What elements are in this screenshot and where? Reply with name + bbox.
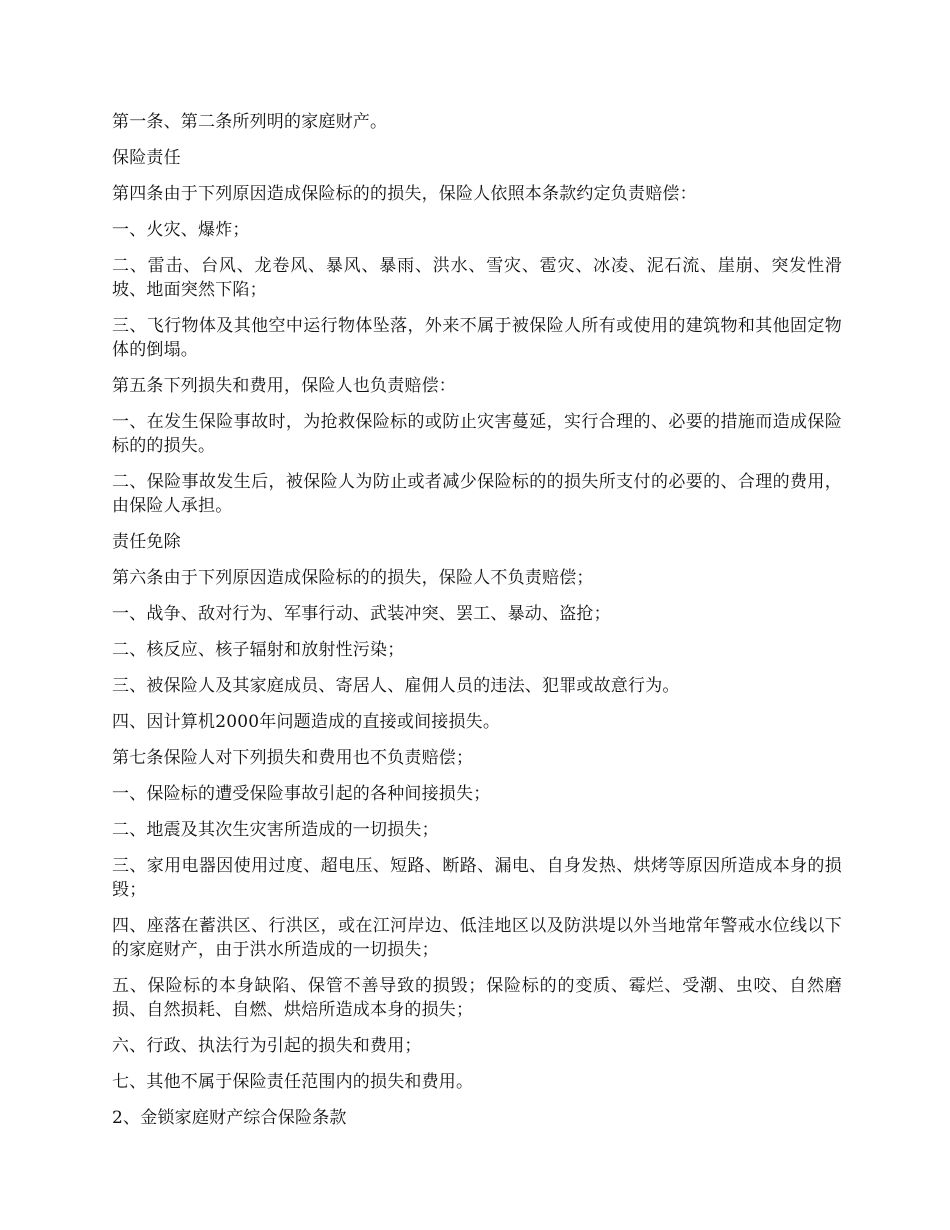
- list-item-article-7-4: 四、座落在蓄洪区、行洪区，或在江河岸边、低洼地区以及防洪堤以外当地常年警戒水位线以下的家庭财产，由于洪水所造成的一切损失；: [112, 916, 842, 960]
- paragraph-article-7: 第七条保险人对下列损失和费用也不负责赔偿；: [112, 748, 474, 768]
- paragraph-article-5: 第五条下列损失和费用，保险人也负责赔偿：: [112, 376, 456, 396]
- list-item-article-7-3: 三、家用电器因使用过度、超电压、短路、断路、漏电、自身发热、烘烤等原因所造成本身的损毁；: [112, 856, 842, 900]
- list-item-article-7-5: 五、保险标的本身缺陷、保管不善导致的损毁；保险标的的变质、霉烂、受潮、虫咬、自然磨损、自然损耗、自燃、烘焙所造成本身的损失；: [112, 976, 842, 1020]
- list-item-article-6-2: 二、核反应、核子辐射和放射性污染；: [112, 640, 405, 660]
- list-item-article-4-3: 三、飞行物体及其他空中运行物体坠落，外来不属于被保险人所有或使用的建筑物和其他固定物体的倒塌。: [112, 316, 842, 360]
- section-title-golden-lock: 2、金锁家庭财产综合保险条款: [112, 1108, 347, 1128]
- heading-exclusions: 责任免除: [112, 532, 181, 552]
- paragraph-article-6: 第六条由于下列原因造成保险标的的损失，保险人不负责赔偿；: [112, 568, 594, 588]
- paragraph-article-4: 第四条由于下列原因造成保险标的的损失，保险人依照本条款约定负责赔偿：: [112, 184, 697, 204]
- heading-insurance-liability: 保险责任: [112, 148, 181, 168]
- list-item-article-5-1: 一、在发生保险事故时，为抢救保险标的或防止灾害蔓延，实行合理的、必要的措施而造成保险标的的损失。: [112, 412, 842, 456]
- list-item-article-7-1: 一、保险标的遭受保险事故引起的各种间接损失；: [112, 784, 491, 804]
- list-item-article-6-4: 四、因计算机2000年问题造成的直接或间接损失。: [112, 712, 501, 732]
- list-item-article-6-1: 一、战争、敌对行为、军事行动、武装冲突、罢工、暴动、盗抢；: [112, 604, 611, 624]
- list-item-article-7-7: 七、其他不属于保险责任范围内的损失和费用。: [112, 1072, 474, 1092]
- list-item-article-7-6: 六、行政、执法行为引起的损失和费用；: [112, 1036, 422, 1056]
- list-item-article-5-2: 二、保险事故发生后，被保险人为防止或者减少保险标的的损失所支付的必要的、合理的费用，由保险人承担。: [112, 472, 842, 516]
- list-item-article-4-1: 一、火灾、爆炸；: [112, 220, 250, 240]
- list-item-article-4-2: 二、雷击、台风、龙卷风、暴风、暴雨、洪水、雪灾、雹灾、冰凌、泥石流、崖崩、突发性滑坡、地面突然下陷；: [112, 256, 842, 300]
- document-page: [112, 110, 842, 1142]
- list-item-article-6-3: 三、被保险人及其家庭成员、寄居人、雇佣人员的违法、犯罪或故意行为。: [112, 676, 680, 696]
- list-item-article-7-2: 二、地震及其次生灾害所造成的一切损失；: [112, 820, 439, 840]
- paragraph-scope-end: 第一条、第二条所列明的家庭财产。: [112, 112, 388, 132]
